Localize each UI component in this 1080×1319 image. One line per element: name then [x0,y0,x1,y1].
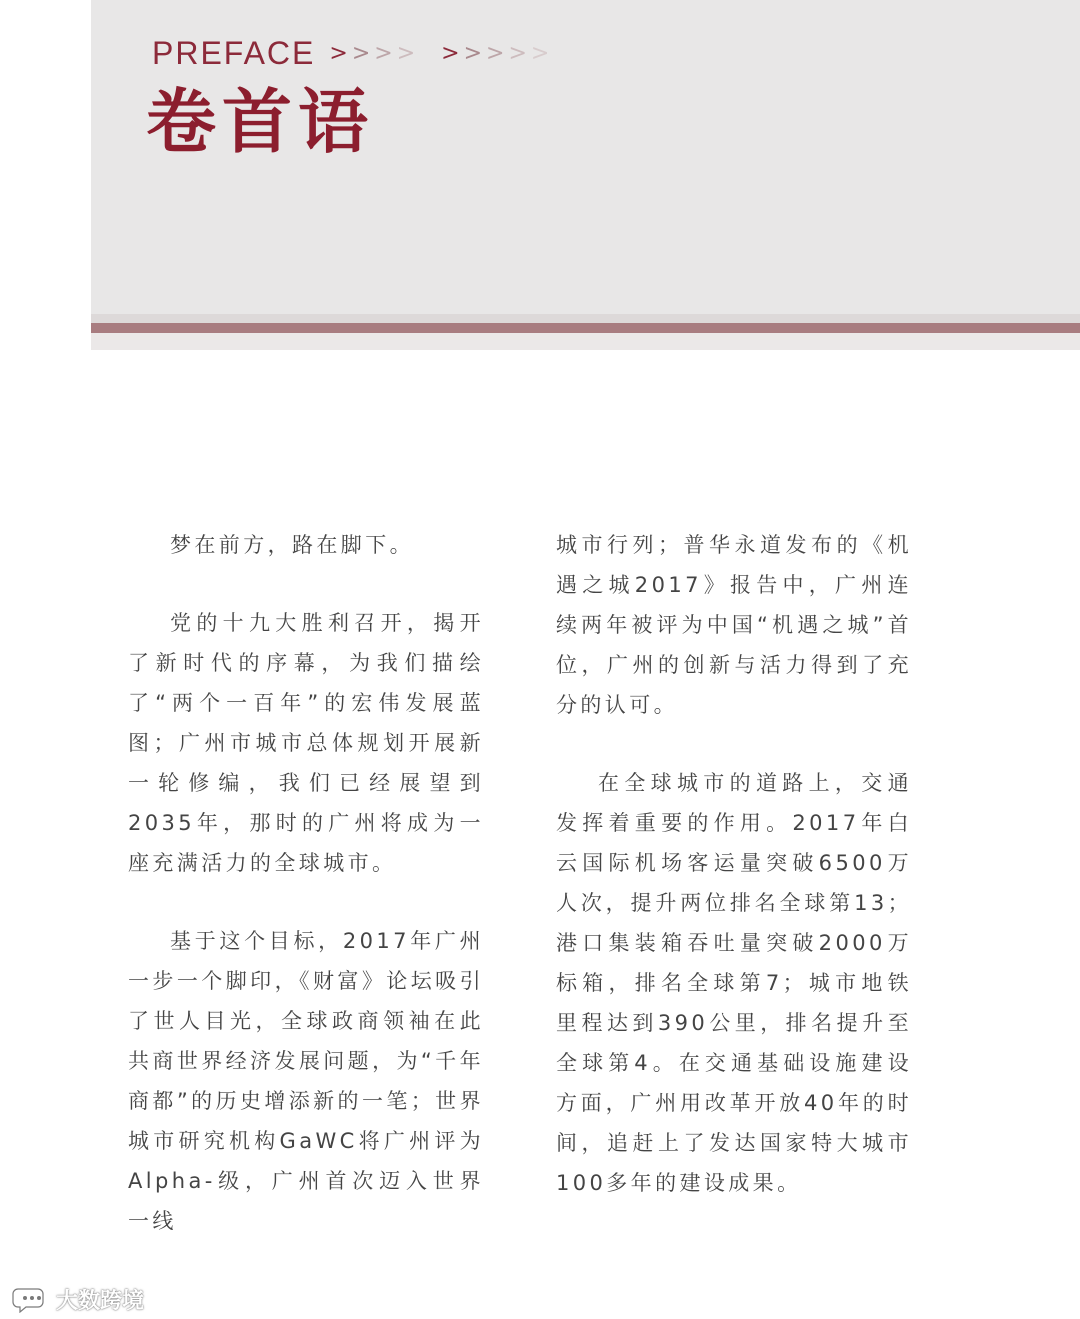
watermark [12,1283,144,1315]
paragraph: 党的十九大胜利召开，揭开了新时代的序幕，为我们描绘了“两个一百年”的宏伟发展蓝图；广州市城市总体规划开展新一轮修编，我们已经展望到2035年，那时的广州将成为一座充满活力的全球城市。 [128,611,484,875]
paragraph: 城市行列；普华永道发布的《机遇之城2017》报告中，广州连续两年被评为中国“机遇之城”首位，广州的创新与活力得到了充分的认可。 [556,533,912,717]
left-text-column [128,525,484,1241]
paragraph: 梦在前方，路在脚下。 [170,533,414,557]
chevron-icon: > [374,40,393,66]
chevron-icon: > [508,40,527,66]
chevron-decoration [329,41,553,66]
chevron-icon: > [396,40,416,66]
chevron-icon: > [329,40,348,66]
chevron-icon: > [530,40,550,66]
chevron-icon: > [441,40,460,66]
chevron-icon: > [351,40,371,66]
divider-band-accent [91,323,1080,333]
chevron-icon: > [463,40,482,66]
chevron-icon: > [486,40,505,66]
watermark-text: 大数跨境 [56,1288,145,1314]
right-text-column [556,525,912,1203]
kicker-label: PREFACE [152,34,316,71]
divider-band-light [91,314,1080,323]
divider-band-light-lower [91,333,1080,350]
kicker [152,33,553,73]
page-title: 卷首语 [146,81,374,163]
chat-bubble-logo-icon [12,1285,52,1313]
paragraph: 在全球城市的道路上，交通发挥着重要的作用。2017年白云国际机场客运量突破6500万人次，提升两位排名全球第13；港口集装箱吞吐量突破2000万标箱，排名全球第7；城市地铁里程达到390公里，排名提升至全球第4。在交通基础设施建设方面，广州用改革开放40年的时间，追赶上了发达国家特大城市100多年的建设成果。 [556,771,912,1195]
paragraph: 基于这个目标，2017年广州一步一个脚印，《财富》论坛吸引了世人目光，全球政商领袖在此共商世界经济发展问题，为“千年商都”的历史增添新的一笔；世界城市研究机构GaWC将广州评为Alpha-级，广州首次迈入世界一线 [128,929,484,1233]
